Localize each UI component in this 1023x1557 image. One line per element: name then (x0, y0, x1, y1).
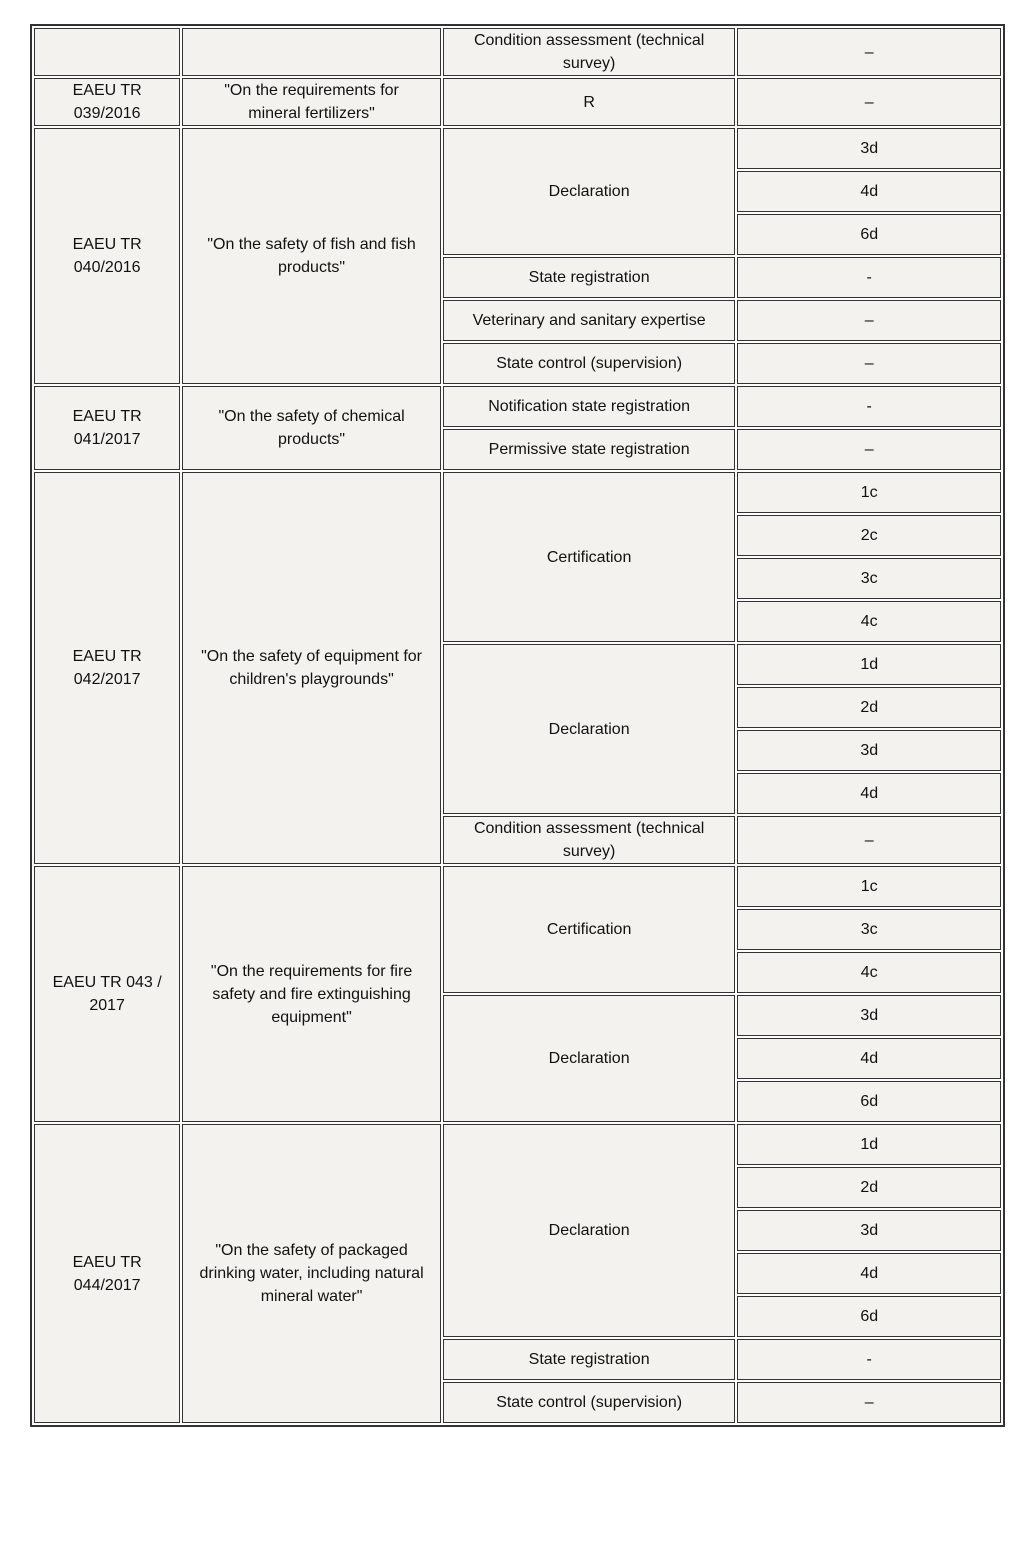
scheme-cell: – (737, 1382, 1001, 1423)
procedure-cell: Veterinary and sanitary expertise (443, 300, 736, 341)
scheme-cell: 1c (737, 472, 1001, 513)
procedure-cell: Condition assessment (technical survey) (443, 28, 736, 76)
scheme-cell: 1d (737, 644, 1001, 685)
table-row (34, 1124, 1001, 1165)
regulation-code-cell: EAEU TR 041/2017 (34, 386, 180, 470)
regulation-code-cell: EAEU TR 042/2017 (34, 472, 180, 864)
scheme-cell: - (737, 257, 1001, 298)
procedure-cell: Declaration (443, 128, 736, 255)
scheme-cell: 4d (737, 171, 1001, 212)
scheme-cell: – (737, 78, 1001, 126)
scheme-cell: 4c (737, 601, 1001, 642)
scheme-cell: 2d (737, 1167, 1001, 1208)
scheme-cell: 4d (737, 773, 1001, 814)
scheme-cell: 6d (737, 1081, 1001, 1122)
scheme-cell: 2d (737, 687, 1001, 728)
procedure-cell: State registration (443, 1339, 736, 1380)
scheme-cell: – (737, 300, 1001, 341)
regulation-name-cell: "On the requirements for fire safety and fire extinguishing equipment" (182, 866, 441, 1122)
scheme-cell: – (737, 343, 1001, 384)
procedure-cell: R (443, 78, 736, 126)
scheme-cell: 3d (737, 128, 1001, 169)
scheme-cell: 1c (737, 866, 1001, 907)
table-row (34, 386, 1001, 427)
regulation-name-cell: "On the safety of chemical products" (182, 386, 441, 470)
scheme-cell: 4c (737, 952, 1001, 993)
regulation-name-cell: "On the safety of equipment for children's playgrounds" (182, 472, 441, 864)
regulation-name-cell: "On the safety of packaged drinking water, including natural mineral water" (182, 1124, 441, 1423)
procedure-cell: Declaration (443, 1124, 736, 1337)
scheme-cell: 3d (737, 1210, 1001, 1251)
procedure-cell: Condition assessment (technical survey) (443, 816, 736, 864)
scheme-cell: 6d (737, 214, 1001, 255)
procedure-cell: State control (supervision) (443, 1382, 736, 1423)
procedure-cell: Declaration (443, 995, 736, 1122)
regulations-table-body (34, 28, 1001, 1423)
regulation-code-cell: EAEU TR 039/2016 (34, 78, 180, 126)
regulation-code-cell: EAEU TR 043 / 2017 (34, 866, 180, 1122)
regulation-name-cell: "On the requirements for mineral fertilizers" (182, 78, 441, 126)
regulation-code-cell: EAEU TR 040/2016 (34, 128, 180, 384)
regulation-name-cell: "On the safety of fish and fish products" (182, 128, 441, 384)
scheme-cell: 4d (737, 1038, 1001, 1079)
scheme-cell: – (737, 816, 1001, 864)
regulations-table (30, 24, 1005, 1427)
regulation-code-cell (34, 28, 180, 76)
scheme-cell: – (737, 429, 1001, 470)
scheme-cell: 3d (737, 995, 1001, 1036)
procedure-cell: State control (supervision) (443, 343, 736, 384)
table-row (34, 78, 1001, 126)
procedure-cell: Certification (443, 866, 736, 993)
scheme-cell: – (737, 28, 1001, 76)
regulation-name-cell (182, 28, 441, 76)
scheme-cell: - (737, 386, 1001, 427)
scheme-cell: 4d (737, 1253, 1001, 1294)
scheme-cell: 3c (737, 558, 1001, 599)
procedure-cell: Notification state registration (443, 386, 736, 427)
table-row (34, 128, 1001, 169)
table-row (34, 866, 1001, 907)
scheme-cell: 3c (737, 909, 1001, 950)
table-row (34, 472, 1001, 513)
procedure-cell: State registration (443, 257, 736, 298)
scheme-cell: 6d (737, 1296, 1001, 1337)
scheme-cell: 1d (737, 1124, 1001, 1165)
scheme-cell: - (737, 1339, 1001, 1380)
procedure-cell: Permissive state registration (443, 429, 736, 470)
table-row (34, 28, 1001, 76)
procedure-cell: Declaration (443, 644, 736, 814)
regulations-table-container (30, 24, 1005, 1427)
regulation-code-cell: EAEU TR 044/2017 (34, 1124, 180, 1423)
procedure-cell: Certification (443, 472, 736, 642)
scheme-cell: 2c (737, 515, 1001, 556)
scheme-cell: 3d (737, 730, 1001, 771)
